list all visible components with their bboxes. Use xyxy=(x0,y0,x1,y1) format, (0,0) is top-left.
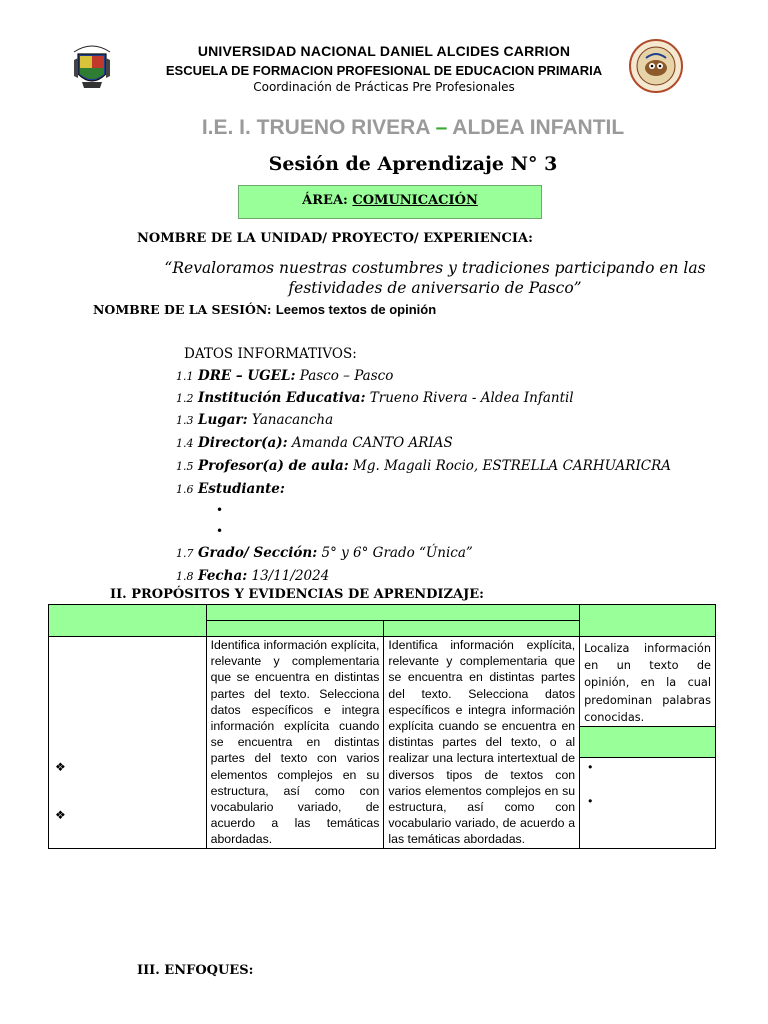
dato-num: 1.4 xyxy=(176,437,194,450)
table-header-cell xyxy=(580,605,716,637)
diamond-bullet: ❖ xyxy=(55,808,66,822)
dato-num: 1.3 xyxy=(176,414,194,427)
dato-value: Yanacancha xyxy=(247,412,334,428)
institution-part2: ALDEA INFANTIL xyxy=(447,116,625,139)
dato-label: Fecha: xyxy=(198,568,248,584)
dato-value: Mg. Magali Rocio, ESTRELLA CARHUARICRA xyxy=(348,458,672,474)
dato-label: Director(a): xyxy=(198,435,288,451)
evidence-bullet: • xyxy=(588,760,593,775)
table-row xyxy=(49,605,716,621)
institution-title xyxy=(0,116,768,140)
area-box xyxy=(238,185,542,219)
dato-item xyxy=(176,458,671,474)
propositos-heading: II. PROPÓSITOS Y EVIDENCIAS DE APRENDIZAJE: xyxy=(110,587,484,602)
dato-label: Estudiante: xyxy=(198,481,285,497)
area-value: COMUNICACIÓN xyxy=(352,193,478,208)
dato-item xyxy=(176,368,393,384)
session-name-label: NOMBRE DE LA SESIÓN: xyxy=(93,302,276,317)
table-header-cell xyxy=(49,605,207,637)
dato-value: 13/11/2024 xyxy=(247,568,330,584)
dato-label: DRE – UGEL: xyxy=(198,368,296,384)
evidence-cell: Localiza información en un texto de opinión, en la cual predominan palabras conocidas. xyxy=(580,637,716,727)
enfoques-heading: III. ENFOQUES: xyxy=(137,963,254,978)
dato-item xyxy=(176,390,574,406)
table-header-cell xyxy=(384,621,580,637)
propositos-table xyxy=(48,604,716,849)
dato-num: 1.7 xyxy=(176,547,194,560)
area-label: ÁREA: xyxy=(302,193,353,208)
university-name: UNIVERSIDAD NACIONAL DANIEL ALCIDES CARRION xyxy=(197,43,571,59)
evidence-header-cell xyxy=(580,727,716,758)
table-row xyxy=(49,637,716,727)
session-name-value: Leemos textos de opinión xyxy=(275,302,437,317)
criteria-cell: Identifica información explícita, relevante y complementaria que se encuentra en distintas partes del texto. Selecciona datos específicos e integra información explícita cuando se encuentra en distintas partes del texto con varios elementos complejos en su estructura, así como con vocabulario variado, de acuerdo a las temáticas abordadas. xyxy=(206,637,384,849)
dato-label: Lugar: xyxy=(198,412,248,428)
unit-quote: “Revaloramos nuestras costumbres y tradiciones participando en las festividades de aniversario de Pasco” xyxy=(164,259,706,297)
datos-heading: DATOS INFORMATIVOS: xyxy=(184,346,357,362)
dato-num: 1.8 xyxy=(176,570,194,583)
dato-value: Trueno Rivera - Aldea Infantil xyxy=(365,390,574,406)
student-bullet: • xyxy=(216,503,224,517)
criteria-cell: Identifica información explícita, relevante y complementaria que se encuentra en distintas partes del texto. Selecciona datos específicos e integra información explícita cuando se encuentra en distintas partes del texto, o al realizar una lectura intertextual de diversos tipos de textos con varios elementos complejos en su estructura, así como con vocabulario variado, de acuerdo a las temáticas abordadas. xyxy=(384,637,580,849)
dato-item xyxy=(176,481,285,497)
dato-num: 1.5 xyxy=(176,460,194,473)
institution-part1: I.E. I. TRUENO RIVERA xyxy=(201,116,436,139)
table-header-cell xyxy=(206,605,580,621)
dato-value: Amanda CANTO ARIAS xyxy=(287,435,453,451)
dato-item xyxy=(176,412,333,428)
dato-label: Grado/ Sección: xyxy=(198,545,318,561)
dato-item xyxy=(176,545,473,561)
dato-num: 1.6 xyxy=(176,483,194,496)
student-bullet: • xyxy=(216,524,224,538)
evidence-list-cell xyxy=(580,758,716,849)
diamond-bullet: ❖ xyxy=(55,760,66,774)
dato-num: 1.2 xyxy=(176,392,194,405)
dato-value: Pasco – Pasco xyxy=(295,368,394,384)
session-name xyxy=(93,302,436,317)
table-header-cell xyxy=(206,621,384,637)
unit-label: NOMBRE DE LA UNIDAD/ PROYECTO/ EXPERIENCIA: xyxy=(137,231,533,246)
school-name: ESCUELA DE FORMACION PROFESIONAL DE EDUCACION PRIMARIA xyxy=(165,63,603,78)
evidence-bullet: • xyxy=(588,794,593,809)
dato-item xyxy=(176,435,453,451)
competency-cell xyxy=(49,637,207,849)
session-title: Sesión de Aprendizaje N° 3 xyxy=(268,153,558,175)
dato-label: Institución Educativa: xyxy=(198,390,366,406)
dato-value: 5° y 6° Grado “Única” xyxy=(317,545,473,561)
dato-num: 1.1 xyxy=(176,370,194,383)
coordination-name: Coordinación de Prácticas Pre Profesionales xyxy=(253,80,515,94)
institution-dash: – xyxy=(435,116,448,139)
dato-item xyxy=(176,568,329,584)
dato-label: Profesor(a) de aula: xyxy=(198,458,349,474)
